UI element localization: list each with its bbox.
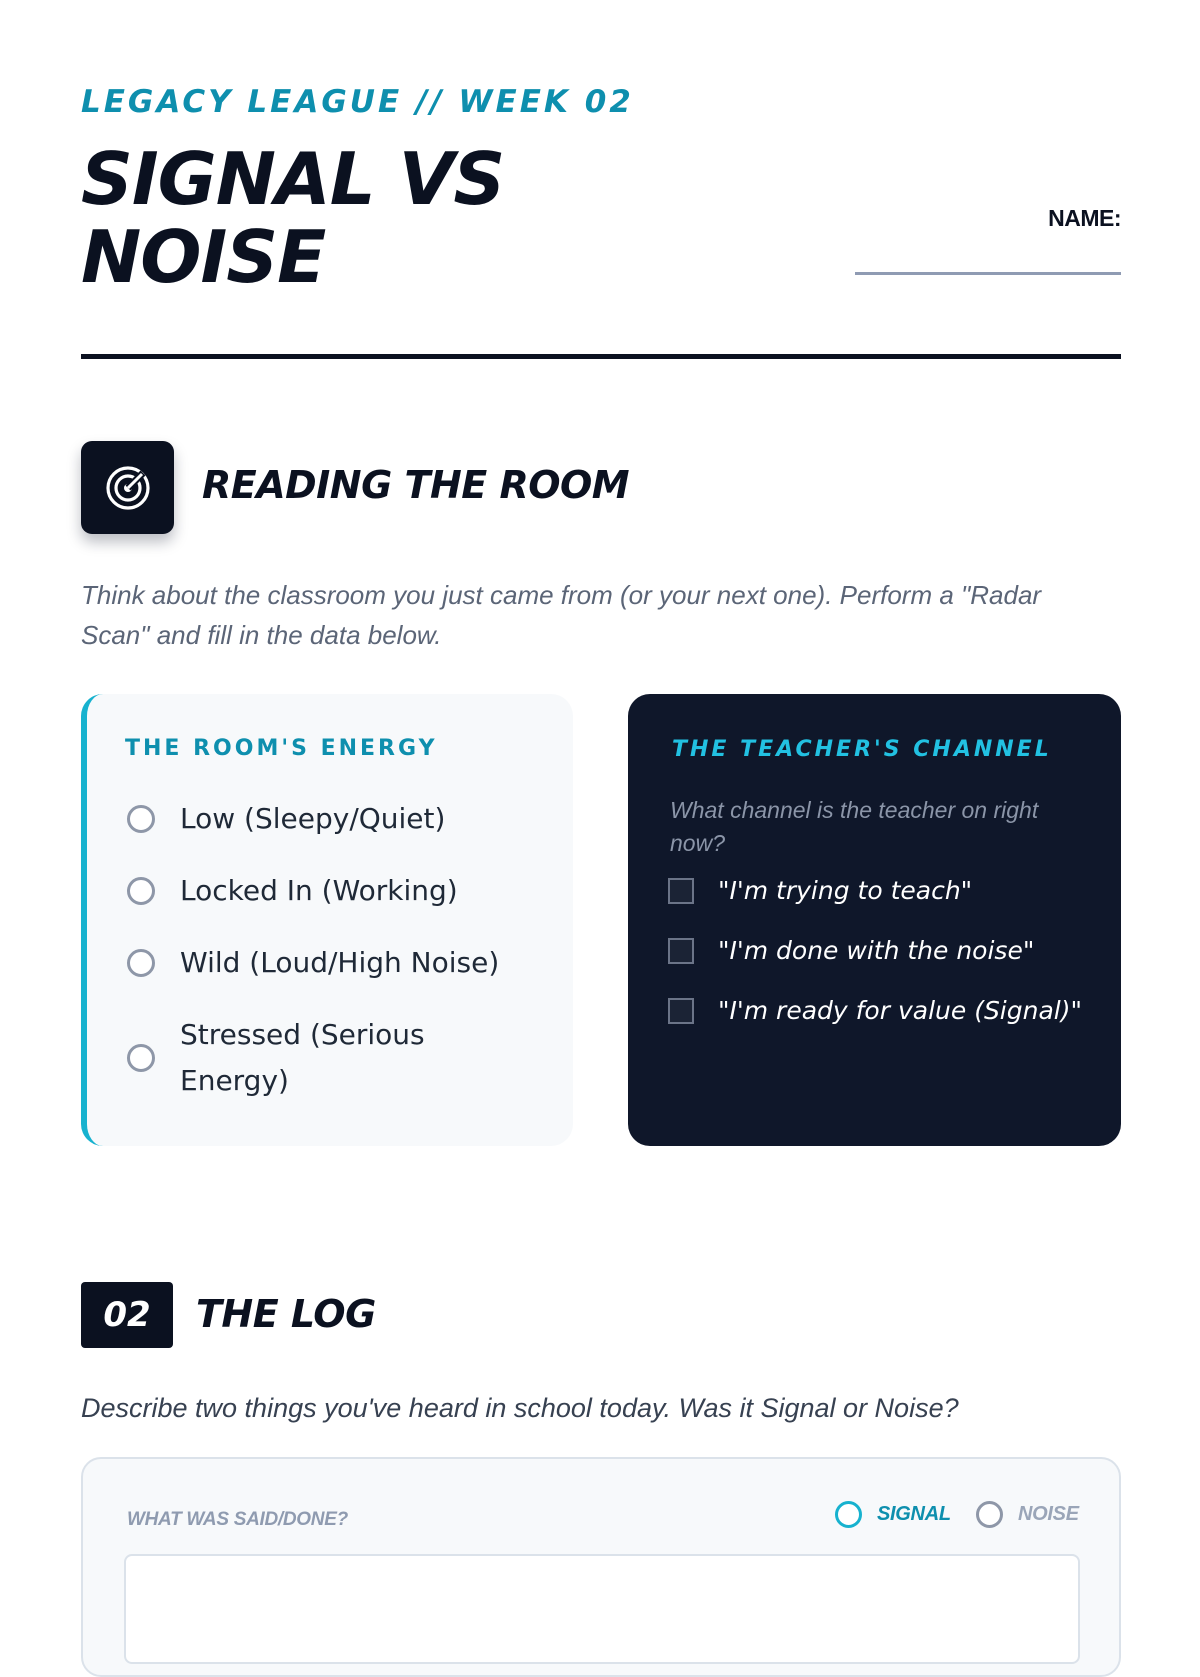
log-entry-input[interactable] <box>124 1554 1080 1664</box>
signal-option[interactable] <box>835 1501 951 1528</box>
teacher-channel-heading: THE TEACHER'S CHANNEL <box>672 737 1052 762</box>
teacher-option-signal[interactable] <box>668 996 1082 1025</box>
section-title-log: THE LOG <box>196 1292 376 1336</box>
page-title <box>81 137 641 299</box>
section-icon-box <box>81 441 174 534</box>
room-energy-heading: THE ROOM'S ENERGY <box>125 736 438 761</box>
teacher-option-teach[interactable] <box>668 876 972 905</box>
noise-label: NOISE <box>1018 1503 1079 1525</box>
signal-radio[interactable] <box>835 1501 862 1528</box>
section-title-reading-room: READING THE ROOM <box>202 463 630 507</box>
noise-option[interactable] <box>976 1501 1079 1528</box>
teacher-channel-card <box>628 694 1121 1146</box>
week-eyebrow: LEGACY LEAGUE // WEEK 02 <box>81 84 634 120</box>
section-number-badge: 02 <box>81 1282 173 1348</box>
name-label: NAME: <box>1048 205 1121 231</box>
radio-circle[interactable] <box>127 949 155 977</box>
log-entry-card <box>81 1457 1121 1677</box>
teacher-option-label: "I'm ready for value (Signal)" <box>718 996 1082 1025</box>
teacher-channel-prompt: What channel is the teacher on right now? <box>670 797 1039 856</box>
noise-radio[interactable] <box>976 1501 1003 1528</box>
teacher-option-label: "I'm done with the noise" <box>718 936 1035 965</box>
teacher-option-label: "I'm trying to teach" <box>718 876 973 905</box>
energy-option-low[interactable] <box>127 796 547 842</box>
checkbox[interactable] <box>668 878 694 904</box>
header-divider <box>81 354 1121 359</box>
name-field[interactable] <box>855 272 1121 275</box>
radar-icon <box>103 463 153 513</box>
title-line-2: NOISE <box>81 215 326 299</box>
radio-circle[interactable] <box>127 877 155 905</box>
energy-option-label: Low (Sleepy/Quiet) <box>180 802 446 835</box>
checkbox[interactable] <box>668 998 694 1024</box>
section-intro: Think about the classroom you just came from (or your next one). Perform a "Radar Scan" and fill in the data below. <box>81 580 1042 650</box>
energy-option-label: Locked In (Working) <box>180 874 458 907</box>
log-entry-label: WHAT WAS SAID/DONE? <box>127 1509 348 1530</box>
log-intro: Describe two things you've heard in school today. Was it Signal or Noise? <box>81 1393 959 1423</box>
energy-option-wild[interactable] <box>127 940 547 986</box>
title-line-1: SIGNAL VS <box>81 137 505 221</box>
energy-option-locked-in[interactable] <box>127 868 547 914</box>
energy-option-label: Stressed (Serious Energy) <box>180 1018 425 1097</box>
radio-circle[interactable] <box>127 805 155 833</box>
energy-option-label: Wild (Loud/High Noise) <box>180 946 500 979</box>
checkbox[interactable] <box>668 938 694 964</box>
signal-label: SIGNAL <box>877 1503 951 1525</box>
energy-option-stressed[interactable] <box>127 1012 547 1104</box>
teacher-option-done[interactable] <box>668 936 1034 965</box>
radio-circle[interactable] <box>127 1044 155 1072</box>
